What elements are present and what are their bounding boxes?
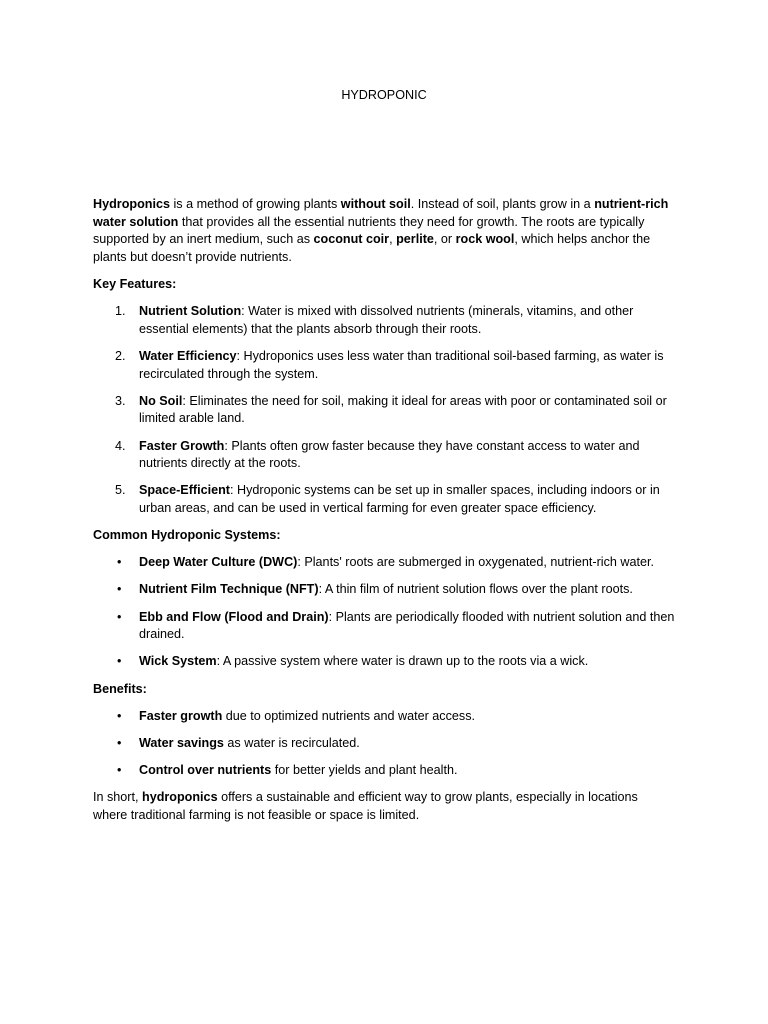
conclusion-text: In short, [93,790,142,805]
list-item [93,708,675,726]
conclusion-paragraph [93,789,675,824]
intro-text: , [389,232,397,247]
list-number: 4. [115,438,126,453]
intro-term-perlite: perlite [396,232,434,247]
list-item [93,762,675,780]
bullet-icon: • [117,582,122,597]
list-item-term: Nutrient Solution [139,304,242,319]
list-item-term: No Soil [139,393,183,408]
conclusion-text: offers a sustainable and efficient way to grow plants, especially in locations where traditional farming is not feasible or space is limited. [93,790,638,822]
systems-list [93,554,675,671]
systems-heading: Common Hydroponic Systems: [93,528,281,543]
benefits-heading: Benefits: [93,681,147,696]
list-item-text: : A passive system where water is drawn up to the roots via a wick. [216,654,589,669]
intro-paragraph [93,196,675,266]
list-item-term: Faster Growth [139,438,225,453]
list-number: 1. [115,304,126,319]
list-item-text: : A thin film of nutrient solution flows over the plant roots. [318,582,633,597]
intro-text: . Instead of soil, plants grow in a [410,197,595,211]
benefits-list [93,708,675,780]
list-item [93,653,675,671]
list-item [93,393,675,428]
list-item-text: as water is recirculated. [223,735,360,750]
list-item [93,581,675,599]
intro-term-without-soil: without soil [340,197,411,211]
intro-text: is a method of growing plants [169,197,341,211]
list-item-text: : Plants often grow faster because they have constant access to water and nutrients directly at the roots. [139,438,640,471]
list-number: 5. [115,483,126,498]
document-title: HYDROPONIC [341,88,427,102]
key-features-heading: Key Features: [93,276,177,291]
intro-term-nutrient-solution: nutrient-rich water solution [93,197,669,229]
list-item-term: Space-Efficient [139,483,230,498]
list-item [93,303,675,338]
list-item-text: due to optimized nutrients and water access. [222,708,475,723]
list-item [93,735,675,753]
list-item-text: : Plants are periodically flooded with nutrient solution and then drained. [139,609,675,642]
list-item-term: Water Efficiency [139,348,237,363]
bullet-icon: • [117,763,122,778]
list-item-term: Wick System [139,654,217,669]
list-item-text: : Hydroponics uses less water than traditional soil-based farming, as water is recirculated through the system. [139,348,664,381]
bullet-icon: • [117,555,122,570]
intro-text: that provides all the essential nutrients they need for growth. The roots are typically supported by an inert medium, such as [93,214,645,247]
bullet-icon: • [117,735,122,750]
list-item-text: : Plants' roots are submerged in oxygenated, nutrient-rich water. [297,555,654,570]
list-item-term: Nutrient Film Technique (NFT) [139,582,319,597]
list-item [93,609,675,644]
list-item-text: : Hydroponic systems can be set up in smaller spaces, including indoors or in urban areas, and can be used in vertical farming for even greater space efficiency. [139,483,660,515]
list-item [93,482,675,517]
intro-text: , which helps anchor the plants but doesn’t provide nutrients. [93,232,651,264]
list-number: 2. [115,348,126,363]
intro-term-hydroponics: Hydroponics [93,197,170,211]
list-item-text: : Eliminates the need for soil, making it ideal for areas with poor or contaminated soil or limited arable land. [139,393,667,426]
list-item-text: : Water is mixed with dissolved nutrients (minerals, vitamins, and other essential elements) that the plants absorb through their roots. [139,304,634,336]
list-item [93,438,675,473]
intro-term-rock-wool: rock wool [455,232,515,247]
list-item-text: for better yields and plant health. [271,763,458,778]
list-item-term: Deep Water Culture (DWC) [139,555,298,570]
document-body [93,196,675,834]
list-number: 3. [115,393,126,408]
intro-term-coconut-coir: coconut coir [313,232,390,247]
intro-text: , or [433,232,456,247]
key-features-list [93,303,675,517]
list-item [93,554,675,572]
list-item-term: Control over nutrients [139,763,272,778]
list-item-term: Ebb and Flow (Flood and Drain) [139,609,329,624]
bullet-icon: • [117,708,122,723]
conclusion-term-hydroponics: hydroponics [142,790,218,805]
list-item-term: Faster growth [139,708,223,723]
list-item [93,348,675,383]
bullet-icon: • [117,654,122,669]
list-item-term: Water savings [139,735,224,750]
bullet-icon: • [117,609,122,624]
